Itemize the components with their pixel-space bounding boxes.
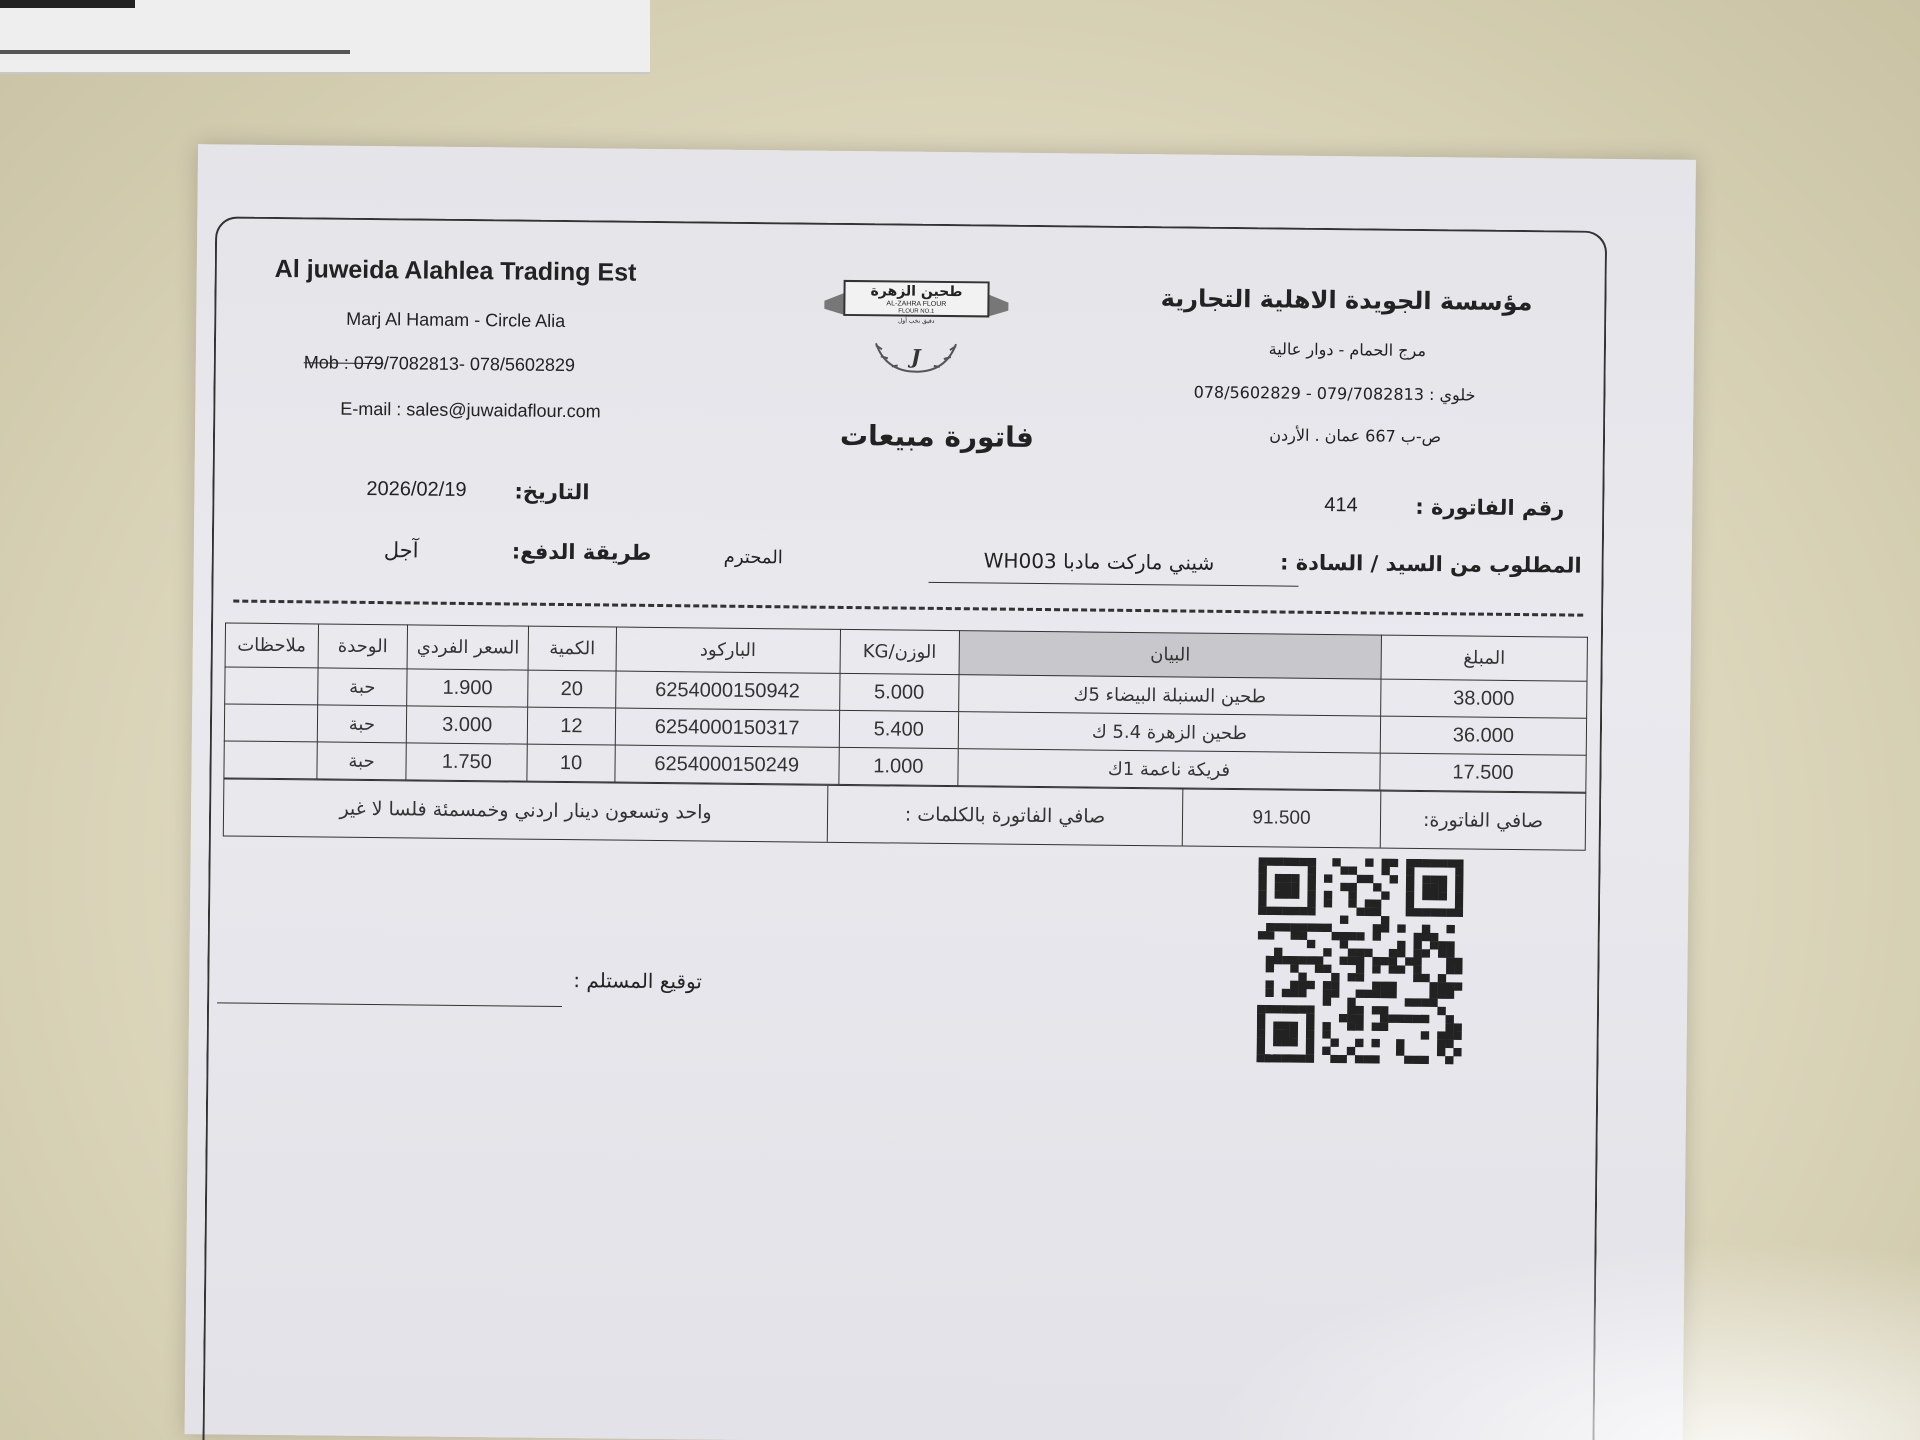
customer-name: شيني ماركت مادبا WH003 <box>983 548 1215 575</box>
logo-brand-ar: طحين الزهرة <box>870 283 963 301</box>
logo-monogram: J <box>910 344 921 369</box>
payment-method-value: آجل <box>383 538 419 563</box>
cell-amount: 38.000 <box>1381 679 1587 718</box>
cell-quantity: 10 <box>527 744 615 782</box>
cell-amount: 36.000 <box>1380 716 1586 755</box>
cell-quantity: 20 <box>528 670 616 708</box>
light-glare <box>1200 1240 1920 1440</box>
customer-honorific: المحترم <box>723 546 783 569</box>
company-name-en: Al juweida Alahlea Trading Est <box>274 254 637 287</box>
net-total-words: واحد وتسعون دينار اردني وخمسمئة فلسا لا غير <box>339 797 712 824</box>
header-notes: ملاحظات <box>225 623 318 668</box>
date-value: 2026/02/19 <box>366 477 467 501</box>
logo-brand-en: AL-ZAHRA FLOUR <box>886 300 947 309</box>
header-barcode: الباركود <box>616 627 840 673</box>
cell-barcode: 6254000150317 <box>615 708 839 747</box>
company-address-en: Marj Al Hamam - Circle Alia <box>346 308 566 332</box>
header-unit: الوحدة <box>318 624 408 669</box>
header-weight: الوزن/KG <box>840 629 960 674</box>
scrap-dark-strip <box>0 0 135 8</box>
scrap-underline <box>0 50 350 54</box>
net-total-value: 91.500 <box>1182 789 1381 847</box>
cell-weight: 1.000 <box>838 747 958 785</box>
cell-quantity: 12 <box>528 707 616 745</box>
cell-notes <box>225 667 318 705</box>
company-phones-en <box>304 352 575 376</box>
cell-barcode: 6254000150942 <box>615 671 839 710</box>
qr-code-icon <box>1256 857 1463 1064</box>
net-total-words-label: صافي الفاتورة بالكلمات : <box>827 786 1183 846</box>
cell-description: طحين السنبلة البيضاء 5ك <box>959 675 1381 716</box>
cell-weight: 5.000 <box>839 673 959 711</box>
cell-amount: 17.500 <box>1380 753 1586 792</box>
company-phones-ar: خلوي : 079/7082813 - 078/5602829 <box>1193 382 1476 405</box>
receiver-signature-label: توقيع المستلم : <box>573 968 703 994</box>
cell-notes <box>224 704 317 742</box>
company-address-ar: مرج الحمام - دوار عالية <box>1268 339 1427 361</box>
cell-unit-price: 1.900 <box>407 669 528 707</box>
cell-unit-price: 3.000 <box>406 706 527 744</box>
header-unit-price: السعر الفردي <box>407 625 529 670</box>
items-table <box>223 622 1588 792</box>
background-paper-scrap <box>0 0 650 74</box>
payment-method-label: طريقة الدفع: <box>511 539 652 565</box>
invoice-number-label: رقم الفاتورة : <box>1415 494 1565 521</box>
brand-logo <box>816 263 1017 385</box>
date-label: التاريخ: <box>514 479 590 505</box>
logo-subtitle: FLOUR NO.1 <box>898 308 935 315</box>
invoice-number-value: 414 <box>1324 493 1358 517</box>
logo-tagline-ar: دقيق نخب أول <box>897 317 935 325</box>
cell-unit: حبة <box>317 705 407 743</box>
customer-label: المطلوب من السيد / السادة : <box>1279 550 1582 578</box>
company-pobox-ar: ص-ب 667 عمان . الأردن <box>1269 425 1442 447</box>
cell-notes <box>224 741 317 779</box>
company-email-en: E-mail : sales@juwaidaflour.com <box>340 398 601 422</box>
invoice-title: فاتورة مبيعات <box>839 418 1035 454</box>
cell-unit: حبة <box>317 668 407 706</box>
header-description: البيان <box>959 631 1381 679</box>
cell-barcode: 6254000150249 <box>615 745 839 784</box>
cell-weight: 5.400 <box>839 710 959 748</box>
cell-description: فريكة ناعمة 1ك <box>958 749 1380 790</box>
company-name-ar: مؤسسة الجويدة الاهلية التجارية <box>1160 284 1533 317</box>
net-total-label: صافي الفاتورة: <box>1380 792 1586 850</box>
cell-unit: حبة <box>317 742 407 780</box>
phone-numbers: /7082813- 078/5602829 <box>383 353 576 376</box>
header-amount: المبلغ <box>1381 635 1587 681</box>
cell-unit-price: 1.750 <box>406 743 527 781</box>
struck-mobile-label: Mob : 079 <box>303 352 384 374</box>
header-quantity: الكمية <box>528 626 616 671</box>
cell-description: طحين الزهرة 5.4 ك <box>958 712 1380 753</box>
